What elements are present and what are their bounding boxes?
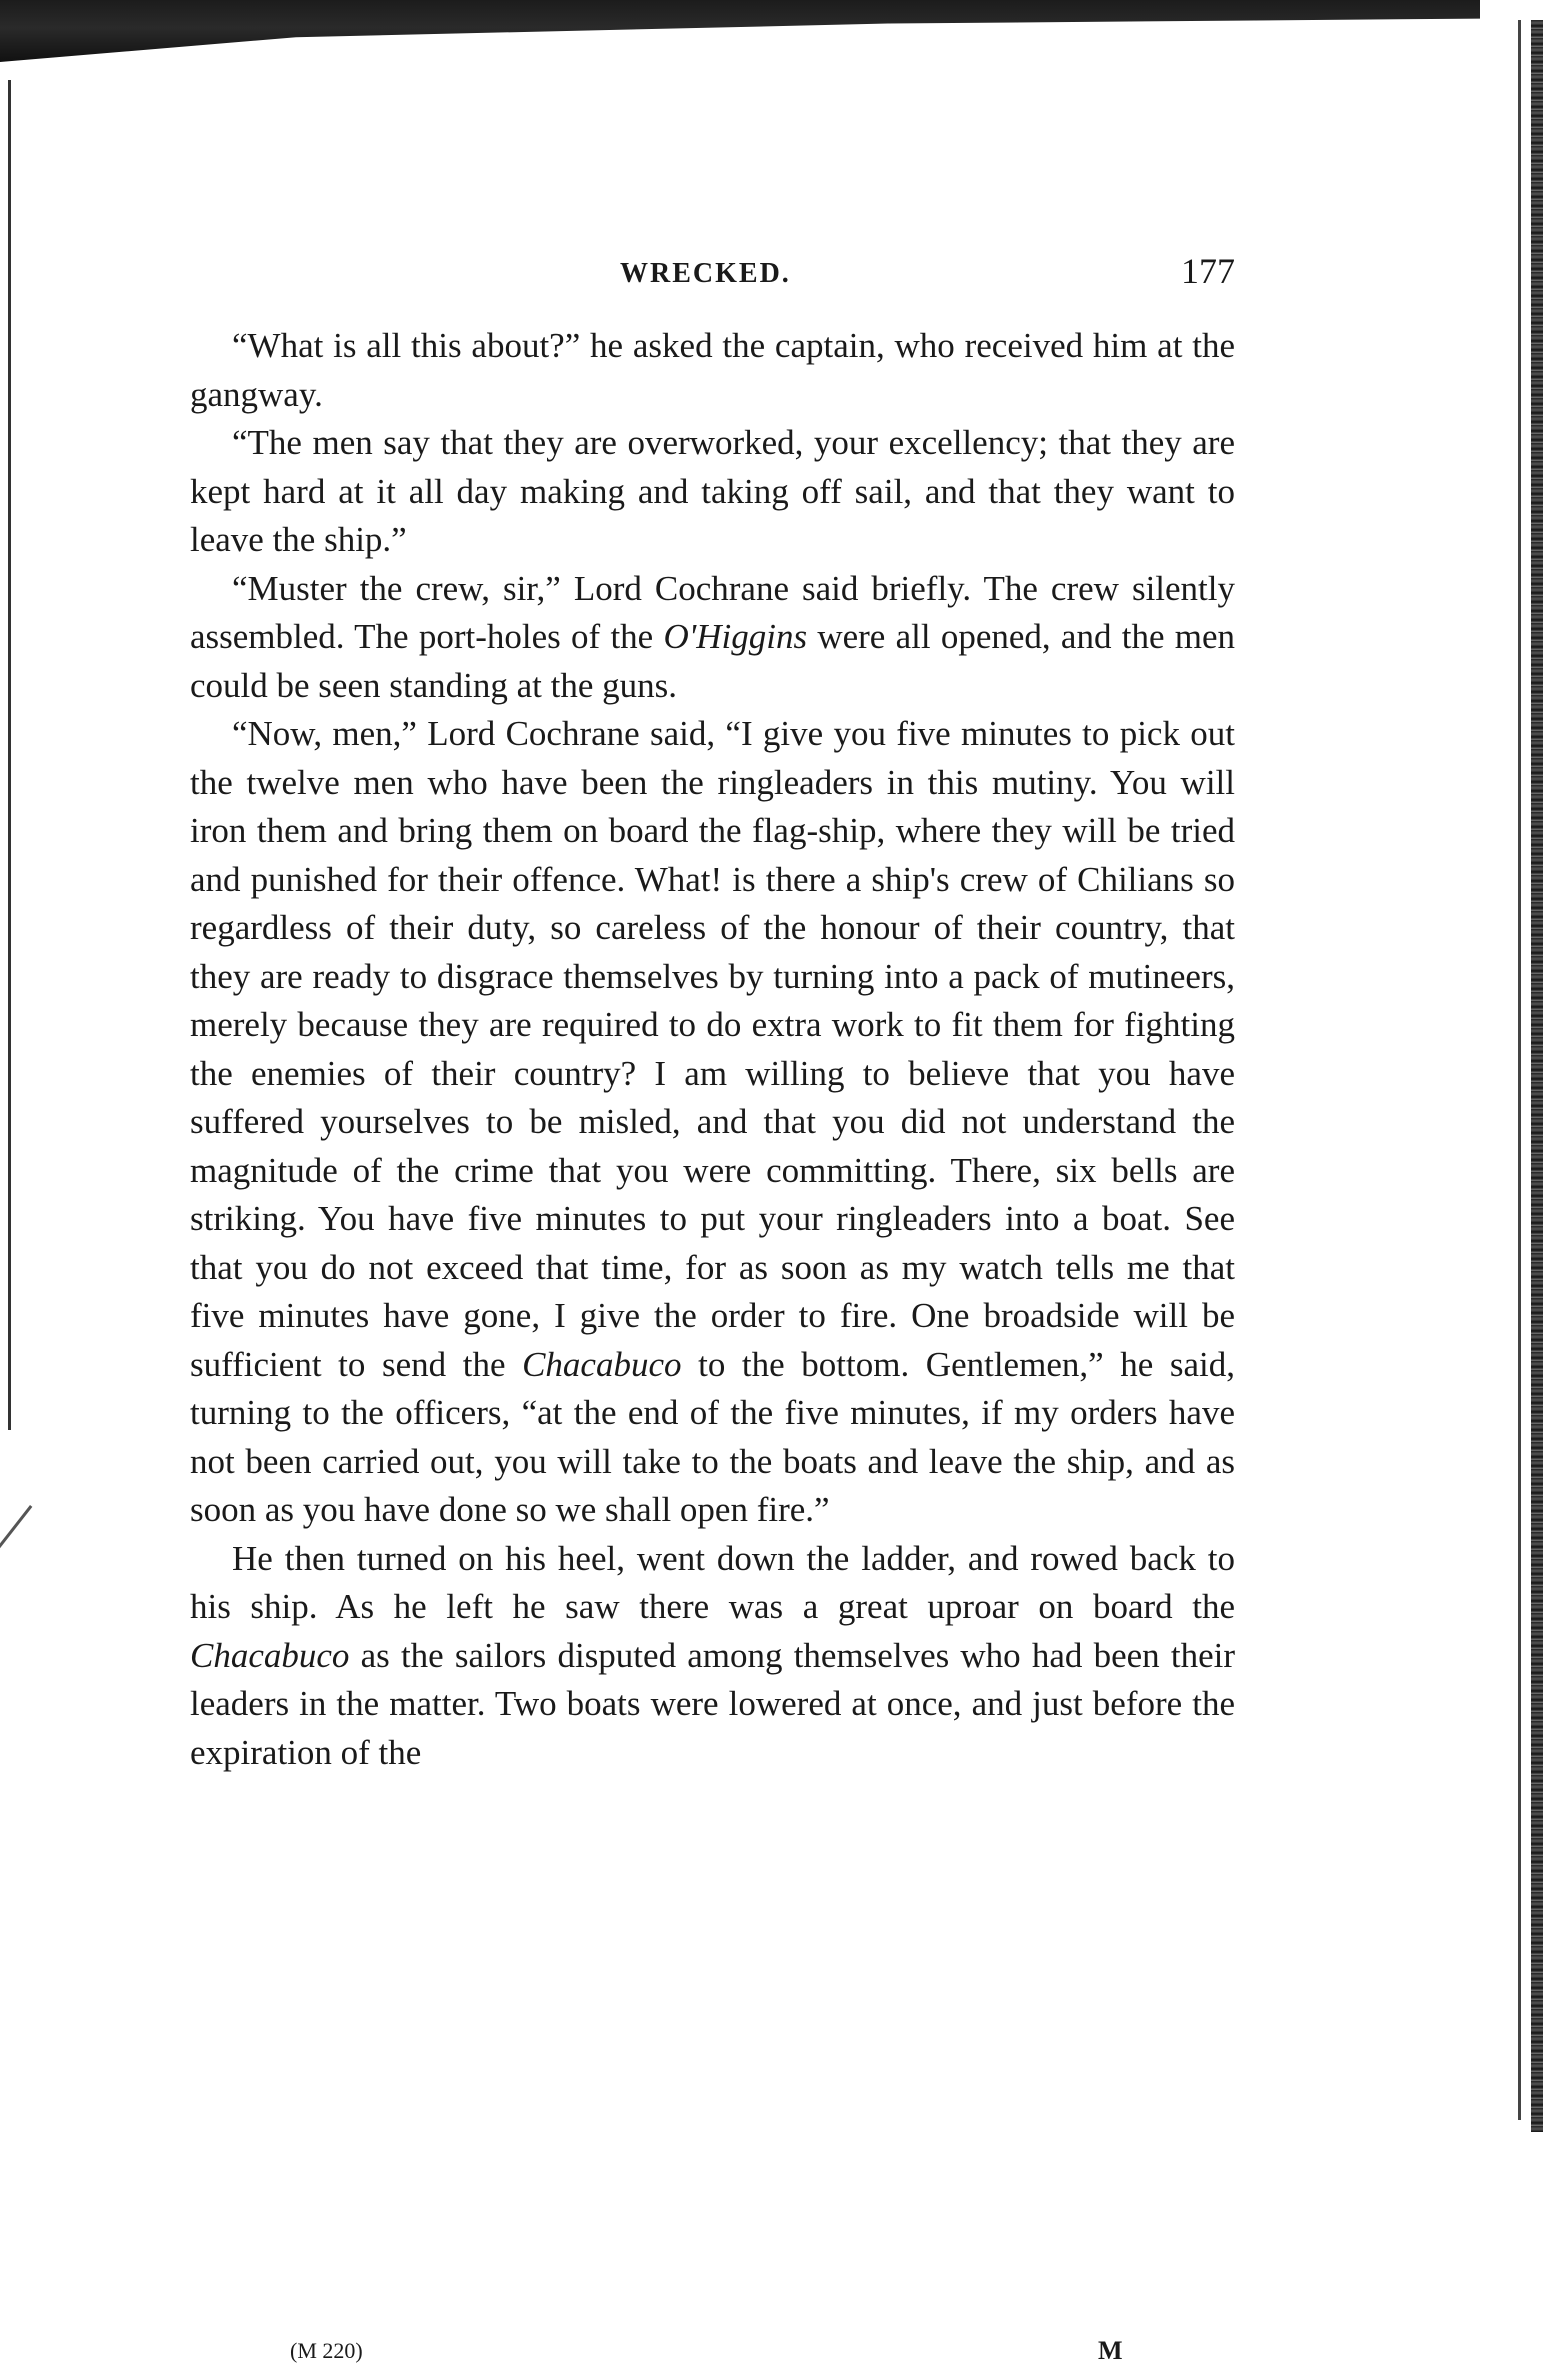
scan-mark — [0, 1505, 32, 1594]
page-top-shadow — [0, 0, 1480, 62]
printer-signature: (M 220) — [290, 2338, 363, 2363]
paragraph: “Now, men,” Lord Cochrane said, “I give you five minutes to pick out the twelve men who have been the ringleaders in this mutiny. You will iron them and bring them on board the flag-ship, where they will be tried and punished for their offence. What! is there a ship's crew of Chilians so regardless of their duty, so careless of the honour of their country, that they are ready to disgrace themselves by turning into a pack of mutineers, merely because they are required to do extra work to fit them for fighting the enemies of their country? I am willing to believe that you have suffered yourselves to be misled, and that you did not understand the magnitude of the crime that you were committing. There, six bells are striking. You have five minutes to put your ringleaders into a boat. See that you do not exceed that time, for as soon as my watch tells me that five minutes have gone, I give the order to fire. One broadside will be sufficient to send the Chacabuco to the bottom. Gentlemen,” he said, turning to the officers, “at the end of the five minutes, if my orders have not been carried out, you will take to the boats and leave the ship, and as soon as you have done so we shall open fire.” — [190, 714, 1235, 1529]
paragraph: “The men say that they are overworked, your excellency; that they are kept hard at it all day making and taking off sail, and that they want to leave the ship.” — [190, 423, 1235, 559]
page-header — [190, 250, 1235, 300]
ship-name: O'Higgins — [663, 617, 808, 656]
left-margin-shadow — [8, 80, 11, 1430]
ship-name: Chacabuco — [190, 1635, 350, 1675]
paragraph: “What is all this about?” he asked the captain, who received him at the gangway. — [190, 326, 1235, 414]
body-text — [190, 322, 1235, 1777]
signature-mark: M — [1098, 2336, 1123, 2365]
paragraph: He then turned on his heel, went down the ladder, and rowed back to his ship. As he left he saw there was a great uproar on board the Chacabuco as the sailors disputed among themselves who had been their leaders in the matter. Two boats were lowered at once, and just before the expiration of the — [190, 1538, 1235, 1772]
page-binding-edge — [1531, 20, 1543, 2132]
page-number: 177 — [1181, 251, 1235, 291]
paragraph: “Muster the crew, sir,” Lord Cochrane said briefly. The crew silently assembled. The port-holes of the O'Higgins were all opened, and the men could be seen standing at the guns. — [190, 568, 1236, 705]
right-margin-rule — [1518, 20, 1521, 2120]
ship-name: Chacabuco — [522, 1344, 682, 1384]
running-head: WRECKED. — [620, 258, 791, 289]
